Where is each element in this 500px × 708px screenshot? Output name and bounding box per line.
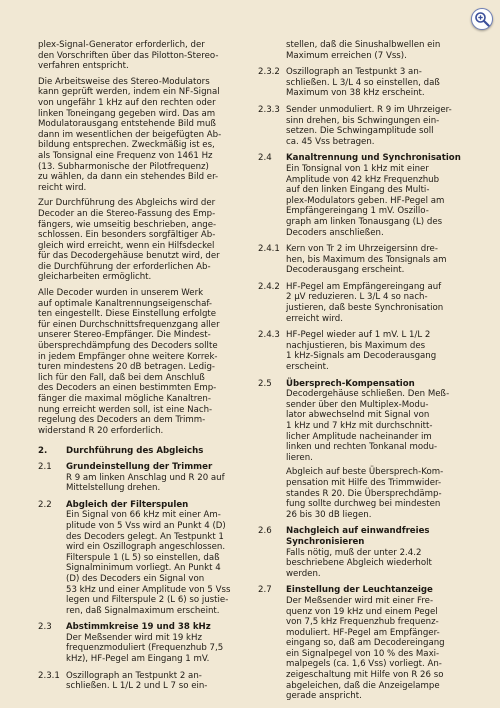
section-number: 2.2 [38, 499, 52, 510]
section-text: Oszillograph an Testpunkt 3 an- schließen. L 3/L 4 so einstellen, daß Maximum von 38 kHz erscheint. [286, 67, 440, 99]
section-number [258, 40, 286, 61]
section-2-3-2 [258, 67, 468, 99]
section-number: 2.4.2 [258, 281, 280, 292]
paragraph: Alle Decoder wurden in unserem Werk auf optimale Kanaltrennungseigenschaf- ten eingestellt. Diese Einstellung erfolgte für einen Durchschnittsfrequenzgang aller unserer Stereo-Empfänger. Die Mindest- übersprechdämpfung des Decoders sollte in jedem Empfänger ohne weitere Korrek- turen mindestens 20 dB betragen. Ledig- lich für den Fall, daß bei dem Anschluß des Decoders an einen bestimmten Emp- fänger die maximal mögliche Kanaltren- nung erreicht werden soll, ist eine Nach- regelung des Decoders an dem Trimm- widerstand R 20 erforderlich. [38, 288, 220, 436]
section-2-2 [38, 500, 244, 617]
section-number: 2.7 [258, 585, 272, 596]
paragraph: plex-Signal-Generator erforderlich, der den Vorschriften über das Pilotton-Stereo- verfahren entspricht. [38, 40, 219, 72]
section-heading: Nachgleich auf einwandfreies Synchronisieren [286, 526, 430, 547]
section-2-3-3 [258, 105, 468, 147]
zoom-button[interactable] [471, 8, 493, 30]
paragraph: Die Arbeitsweise des Stereo-Modulators kann geprüft werden, indem ein NF-Signal von ungefähr 1 kHz auf den rechten oder linken Toneingang gegeben wird. Das am Modulatorausgang entstehende Bild muß dann im wesentlichen der beigefügten Ab- bildung entsprechen. Zweckmäßig ist es, als Tonsignal eine Frequenz von 1461 Hz (13. Subharmonische der Pilotfrequenz) zu wählen, da dann ein stehendes Bild er- reicht wird. [38, 76, 222, 193]
main-heading [38, 446, 244, 457]
section-text: Ein Signal von 66 kHz mit einer Am- plitude von 5 Vss wird an Punkt 4 (D) des Decoders gelegt. An Testpunkt 1 wird ein Oszillograph angeschlossen. Filterspule 1 (L 5) so einstellen, daß Signalminimum vorliegt. An Punkt 4 (D) des Decoders ein Signal von 53 kHz und einer Amplitude von 5 Vss legen und Filterspule 2 (L 6) so justie- ren, daß Signalmaximum erscheint. [66, 510, 231, 616]
section-text: R 9 am linken Anschlag und R 20 auf Mittelstellung drehen. [66, 472, 225, 494]
section-number: 2.4.3 [258, 330, 280, 341]
section-2-1 [38, 462, 244, 494]
section-text: Der Meßsender wird mit 19 kHz frequenzmoduliert (Frequenzhub 7,5 kHz), HF-Pegel am Eingang 1 mV. [66, 632, 224, 665]
section-number: 2.3.2 [258, 67, 280, 78]
section-number: 2.1 [38, 461, 52, 472]
section-title: Durchführung des Abgleichs [66, 446, 204, 457]
section-number: 2.4 [258, 153, 272, 164]
section-text: HF-Pegel am Empfängereingang auf 2 µV reduzieren. L 3/L 4 so nach- justieren, daß beste Synchronisation erreicht wird. [286, 281, 444, 324]
paragraph: Zur Durchführung des Abgleichs wird der Decoder an die Stereo-Fassung des Emp- fängers, wie umseitig beschrieben, ange- schlossen. Ein besonders sorgfältiger Ab- gleich wird erreicht, wenn ein Hilfsdeckel für das Decodergehäuse benutzt wird, der die Durchführung der erforderlichen Ab- gleicharbeiten ermöglicht. [38, 198, 220, 283]
section-text: Falls nötig, muß der unter 2.4.2 beschriebene Abgleich wiederholt werden. [286, 547, 432, 579]
section-number: 2. [38, 446, 48, 457]
section-heading: Übersprech-Kompensation [286, 378, 415, 389]
section-number: 2.6 [258, 526, 272, 537]
section-text: HF-Pegel wieder auf 1 mV. L 1/L 2 nachjustieren, bis Maximum des 1 kHz-Signals am Decoderausgang erscheint. [286, 330, 437, 373]
section-2-7 [258, 585, 468, 702]
section-heading: Einstellung der Leuchtanzeige [286, 585, 433, 596]
section-2-4-2 [258, 282, 468, 324]
section-text: Der Meßsender wird mit einer Fre- quenz von 19 kHz und einem Pegel von 7,5 kHz Frequenzhub frequenz- moduliert. HF-Pegel am Empfänger- eingang so, daß am Decodereingang ein Signalpegel von 10 % des Maxi- malpegels (ca. 1,6 Vss) vorliegt. An- zeigeschaltung mit Hilfe von R 26 so abgeleichen, daß die Anzeigelampe gerade anspricht. [286, 595, 445, 702]
section-text: Sender unmoduliert. R 9 im Uhrzeiger- sinn drehen, bis Schwingungen ein- setzen. Die Schwingamplitude soll ca. 45 Vss betragen. [286, 104, 452, 147]
left-column [38, 40, 244, 698]
section-heading: Grundeinstellung der Trimmer [66, 461, 213, 472]
section-heading: Kanaltrennung und Synchronisation [286, 153, 461, 164]
section-text: Oszillograph an Testpunkt 2 an- schließen. L 1/L 2 und L 7 so ein- [66, 670, 208, 692]
zoom-in-icon [474, 11, 490, 27]
section-text: Decodergehäuse schließen. Den Meß- sender über den Multiplex-Modu- lator abwechselnd mit Signal von 1 kHz und 7 kHz mit durchschnitt- licher Amplitude nacheinander im linken und rechten Tonkanal modu- lieren. [286, 389, 450, 463]
section-number: 2.4.1 [258, 244, 280, 255]
right-column [258, 40, 468, 708]
section-continued [258, 40, 468, 61]
section-text: stellen, daß die Sinushalbwellen ein Maximum erreichen (7 Vss). [286, 40, 441, 61]
section-2-3-1 [38, 671, 244, 692]
section-heading: Abstimmkreise 19 und 38 kHz [66, 622, 211, 633]
section-2-4-3 [258, 330, 468, 372]
section-2-4 [258, 153, 468, 238]
section-number: 2.3.3 [258, 104, 280, 115]
section-2-3 [38, 622, 244, 664]
section-number: 2.3 [38, 622, 52, 633]
section-text: Abgleich auf beste Übersprech-Kom- pensation mit Hilfe des Trimmwider- standes R 20. Die Übersprechdämp- fung sollte durchweg bei mindesten 26 bis 30 dB liegen. [286, 467, 444, 520]
section-text: Kern von Tr 2 im Uhrzeigersinn dre- hen, bis Maximum des Tonsignals am Decoderausgang erscheint. [286, 244, 447, 276]
section-text: Ein Tonsignal von 1 kHz mit einer Amplitude von 42 kHz Frequenzhub auf den linken Eingang des Multi- plex-Modulators geben. HF-Pegel am Empfängereingang 1 mV. Oszillo- graph am linken Tonausgang (L) des Decoders anschließen. [286, 163, 445, 238]
section-2-4-1 [258, 244, 468, 276]
section-number: 2.3.1 [38, 670, 60, 681]
section-number: 2.5 [258, 378, 272, 389]
section-2-6 [258, 526, 468, 579]
section-heading: Abgleich der Filterspulen [66, 499, 189, 510]
section-2-5 [258, 379, 468, 521]
